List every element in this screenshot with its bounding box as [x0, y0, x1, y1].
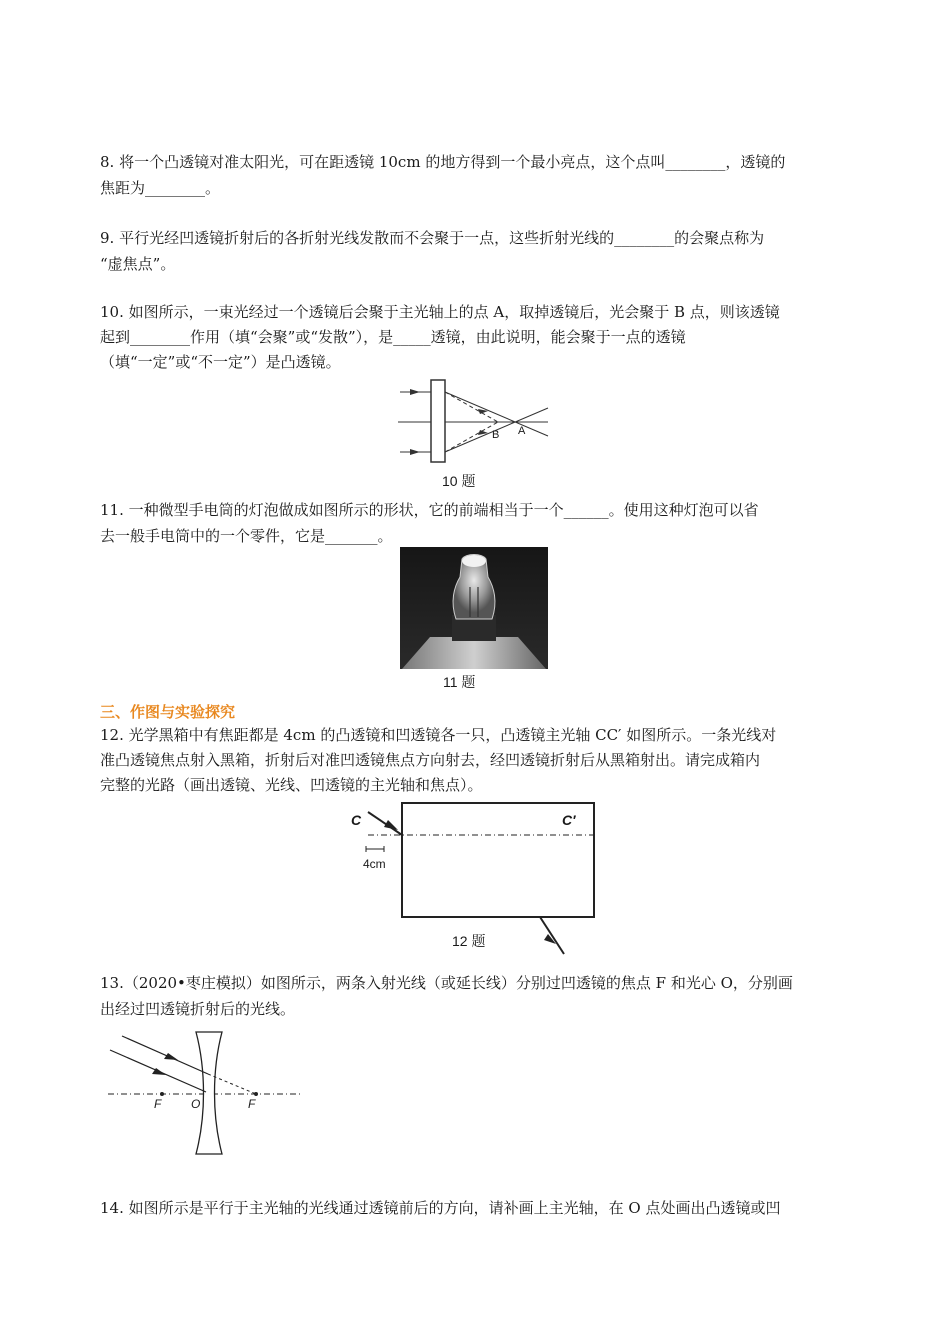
q13-label-f-left: F [154, 1097, 162, 1111]
q13-line-2: 出经过凹透镜折射后的光线。 [100, 1000, 296, 1018]
q12-label-4cm: 4cm [363, 857, 386, 871]
q8-line-1: 8. 将一个凸透镜对准太阳光，可在距透镜 10cm 的地方得到一个最小亮点，这个点叫________，透镜的 [100, 153, 786, 171]
q8-line-2: 焦距为________。 [100, 179, 221, 197]
q11-bulb-photo [400, 547, 548, 669]
q13-label-f-right: F [248, 1097, 256, 1111]
q10-label-a: A [518, 425, 526, 437]
q13-label-o: O [191, 1097, 201, 1111]
q14-line-1: 14. 如图所示是平行于主光轴的光线通过透镜前后的方向，请补画上主光轴，在 O 点处画出凸透镜或凹 [100, 1199, 781, 1217]
q12-line-2: 准凸透镜焦点射入黑箱，折射后对准凹透镜焦点方向射去，经凹透镜折射后从黑箱射出。请完成箱内 [100, 751, 761, 769]
q10-label-b: B [492, 429, 500, 441]
q12-line-3: 完整的光路（画出透镜、光线、凹透镜的主光轴和焦点）。 [100, 776, 483, 794]
q12-label-c-prime: C′ [562, 812, 576, 828]
q11-line-2: 去一般手电筒中的一个零件，它是_______。 [100, 527, 393, 545]
q11-line-1: 11. 一种微型手电筒的灯泡做成如图所示的形状，它的前端相当于一个______。使用这种灯泡可以省 [100, 501, 759, 519]
section-3-title: 三、作图与实验探究 [100, 703, 236, 721]
q12-caption: 12 题 [452, 933, 486, 949]
q10-line-2: 起到________作用（填“会聚”或“发散”），是_____透镜，由此说明，能会聚于一点的透镜 [100, 328, 686, 346]
q9-line-2: “虚焦点”。 [100, 255, 176, 273]
q12-label-c: C [351, 812, 362, 828]
q13-concave-lens-diagram [108, 1030, 308, 1160]
q9-line-1: 9. 平行光经凹透镜折射后的各折射光线发散而不会聚于一点，这些折射光线的________的会聚点称为 [100, 229, 765, 247]
q10-line-3: （填“一定”或“不一定”）是凸透镜。 [100, 353, 341, 371]
q13-line-1: 13.（2020•枣庄模拟）如图所示，两条入射光线（或延长线）分别过凹透镜的焦点 F 和光心 O，分别画 [100, 974, 793, 992]
q10-line-1: 10. 如图所示，一束光经过一个透镜后会聚于主光轴上的点 A，取掉透镜后，光会聚于 B 点，则该透镜 [100, 303, 780, 321]
q11-caption: 11 题 [443, 674, 476, 690]
q12-line-1: 12. 光学黑箱中有焦距都是 4cm 的凸透镜和凹透镜各一只，凸透镜主光轴 CC′ 如图所示。一条光线对 [100, 726, 777, 744]
q10-caption: 10 题 [442, 473, 476, 489]
q10-lens-diagram [398, 378, 558, 468]
